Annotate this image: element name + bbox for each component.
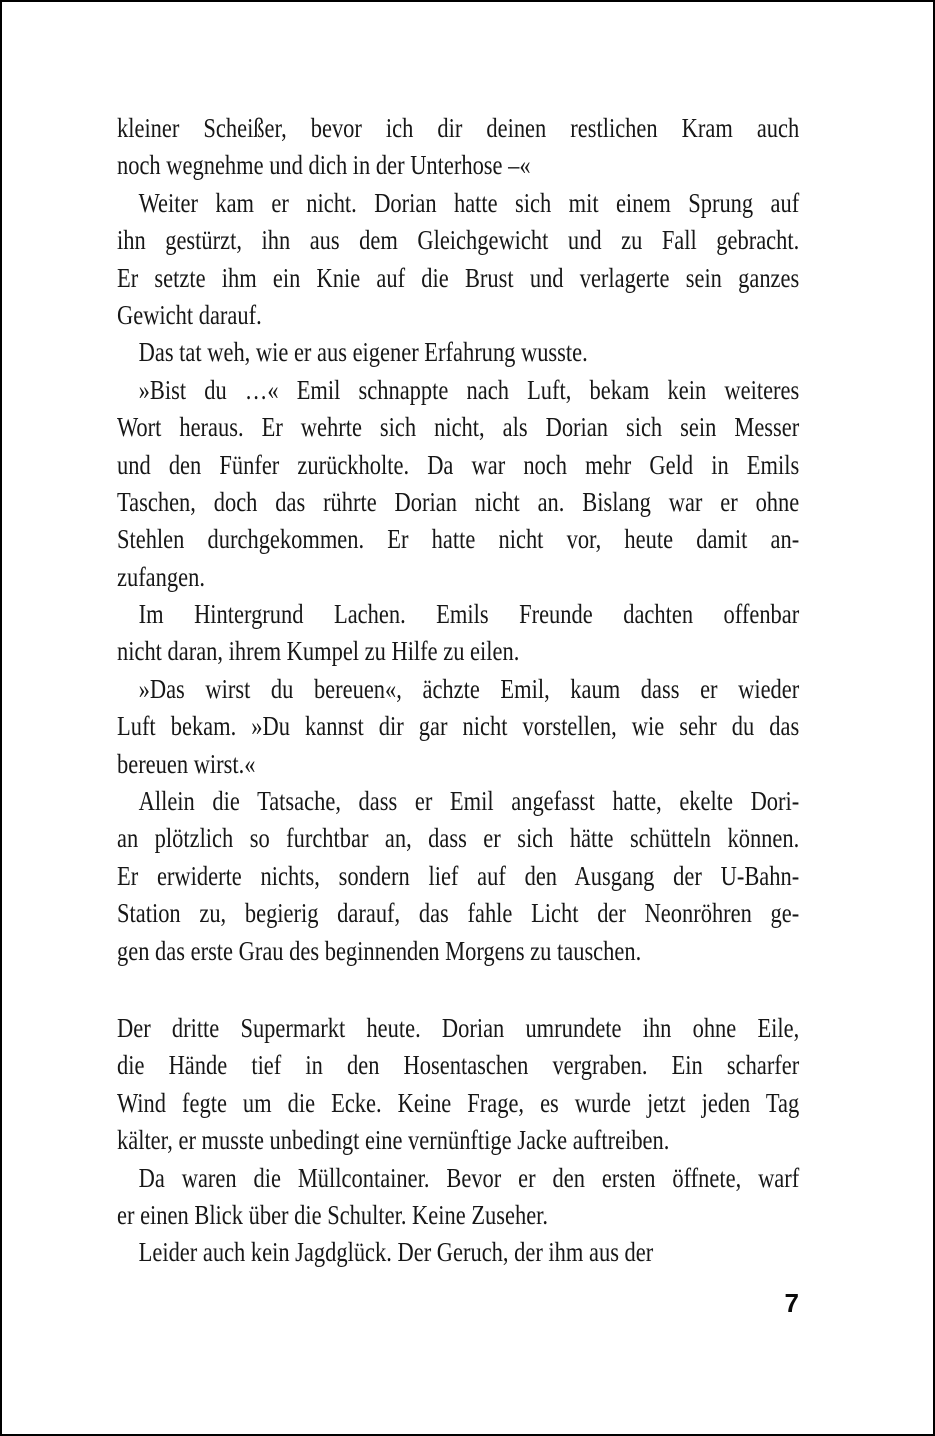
paragraph: [117, 185, 799, 335]
text-line: er einen Blick über die Schulter. Keine Zuseher.: [117, 1199, 549, 1230]
text-line: Da waren die Müllcontainer. Bevor er den ersten öffnete, warf: [138, 1162, 800, 1193]
text-line: ihn gestürzt, ihn aus dem Gleichgewicht und zu Fall gebracht.: [117, 225, 800, 256]
paragraph: [117, 596, 799, 671]
text-line: die Hände tief in den Hosentaschen vergraben. Ein scharfer: [117, 1050, 800, 1081]
text-line: Weiter kam er nicht. Dorian hatte sich mit einem Sprung auf: [138, 187, 800, 218]
paragraph: [117, 110, 799, 185]
text-line: Allein die Tatsache, dass er Emil angefasst hatte, ekelte Dori-: [138, 786, 800, 817]
text-line: bereuen wirst.«: [117, 748, 256, 779]
text-line: und den Fünfer zurückholte. Da war noch mehr Geld in Emils: [117, 449, 800, 480]
text-line: Das tat weh, wie er aus eigener Erfahrung wusste.: [138, 337, 588, 368]
paragraph: [117, 783, 799, 970]
text-line: »Bist du …« Emil schnappte nach Luft, bekam kein weiteres: [138, 374, 800, 405]
paragraph: [117, 334, 799, 371]
text-line: kälter, er musste unbedingt eine vernünftige Jacke auftreiben.: [117, 1125, 670, 1156]
text-line: Leider auch kein Jagdglück. Der Geruch, der ihm aus der: [138, 1237, 654, 1268]
paragraph: [117, 372, 799, 596]
text-line: Taschen, doch das rührte Dorian nicht an. Bislang war er ohne: [117, 486, 800, 517]
text-line: Der dritte Supermarkt heute. Dorian umrundete ihn ohne Eile,: [117, 1012, 800, 1043]
page-text-block: [117, 110, 799, 1272]
text-line: Luft bekam. »Du kannst dir gar nicht vorstellen, wie sehr du das: [117, 711, 800, 742]
text-line: Er erwiderte nichts, sondern lief auf den Ausgang der U-Bahn-: [117, 860, 800, 891]
text-line: kleiner Scheißer, bevor ich dir deinen restlichen Kram auch: [117, 113, 800, 143]
text-line: Gewicht darauf.: [117, 299, 262, 330]
paragraph-scene-start: [117, 1010, 799, 1160]
page-number: 7: [784, 1288, 799, 1318]
text-line: Wind fegte um die Ecke. Keine Frage, es wurde jetzt jeden Tag: [117, 1087, 800, 1118]
text-line: nicht daran, ihrem Kumpel zu Hilfe zu eilen.: [117, 636, 520, 667]
paragraph: [117, 1234, 799, 1271]
text-line: noch wegnehme und dich in der Unterhose –«: [117, 150, 531, 181]
text-line: Im Hintergrund Lachen. Emils Freunde dachten offenbar: [138, 599, 800, 630]
text-line: zufangen.: [117, 561, 205, 592]
paragraph: [117, 671, 799, 783]
paragraph: [117, 1160, 799, 1235]
text-line: an plötzlich so furchtbar an, dass er sich hätte schütteln können.: [117, 823, 800, 854]
text-line: Er setzte ihm ein Knie auf die Brust und verlagerte sein ganzes: [117, 262, 800, 293]
text-line: Wort heraus. Er wehrte sich nicht, als Dorian sich sein Messer: [117, 412, 800, 443]
text-line: gen das erste Grau des beginnenden Morgens zu tauschen.: [117, 935, 642, 966]
text-line: »Das wirst du bereuen«, ächzte Emil, kaum dass er wieder: [138, 673, 800, 704]
text-line: Stehlen durchgekommen. Er hatte nicht vor, heute damit an-: [117, 524, 800, 555]
text-line: Station zu, begierig darauf, das fahle Licht der Neonröhren ge-: [117, 898, 800, 929]
